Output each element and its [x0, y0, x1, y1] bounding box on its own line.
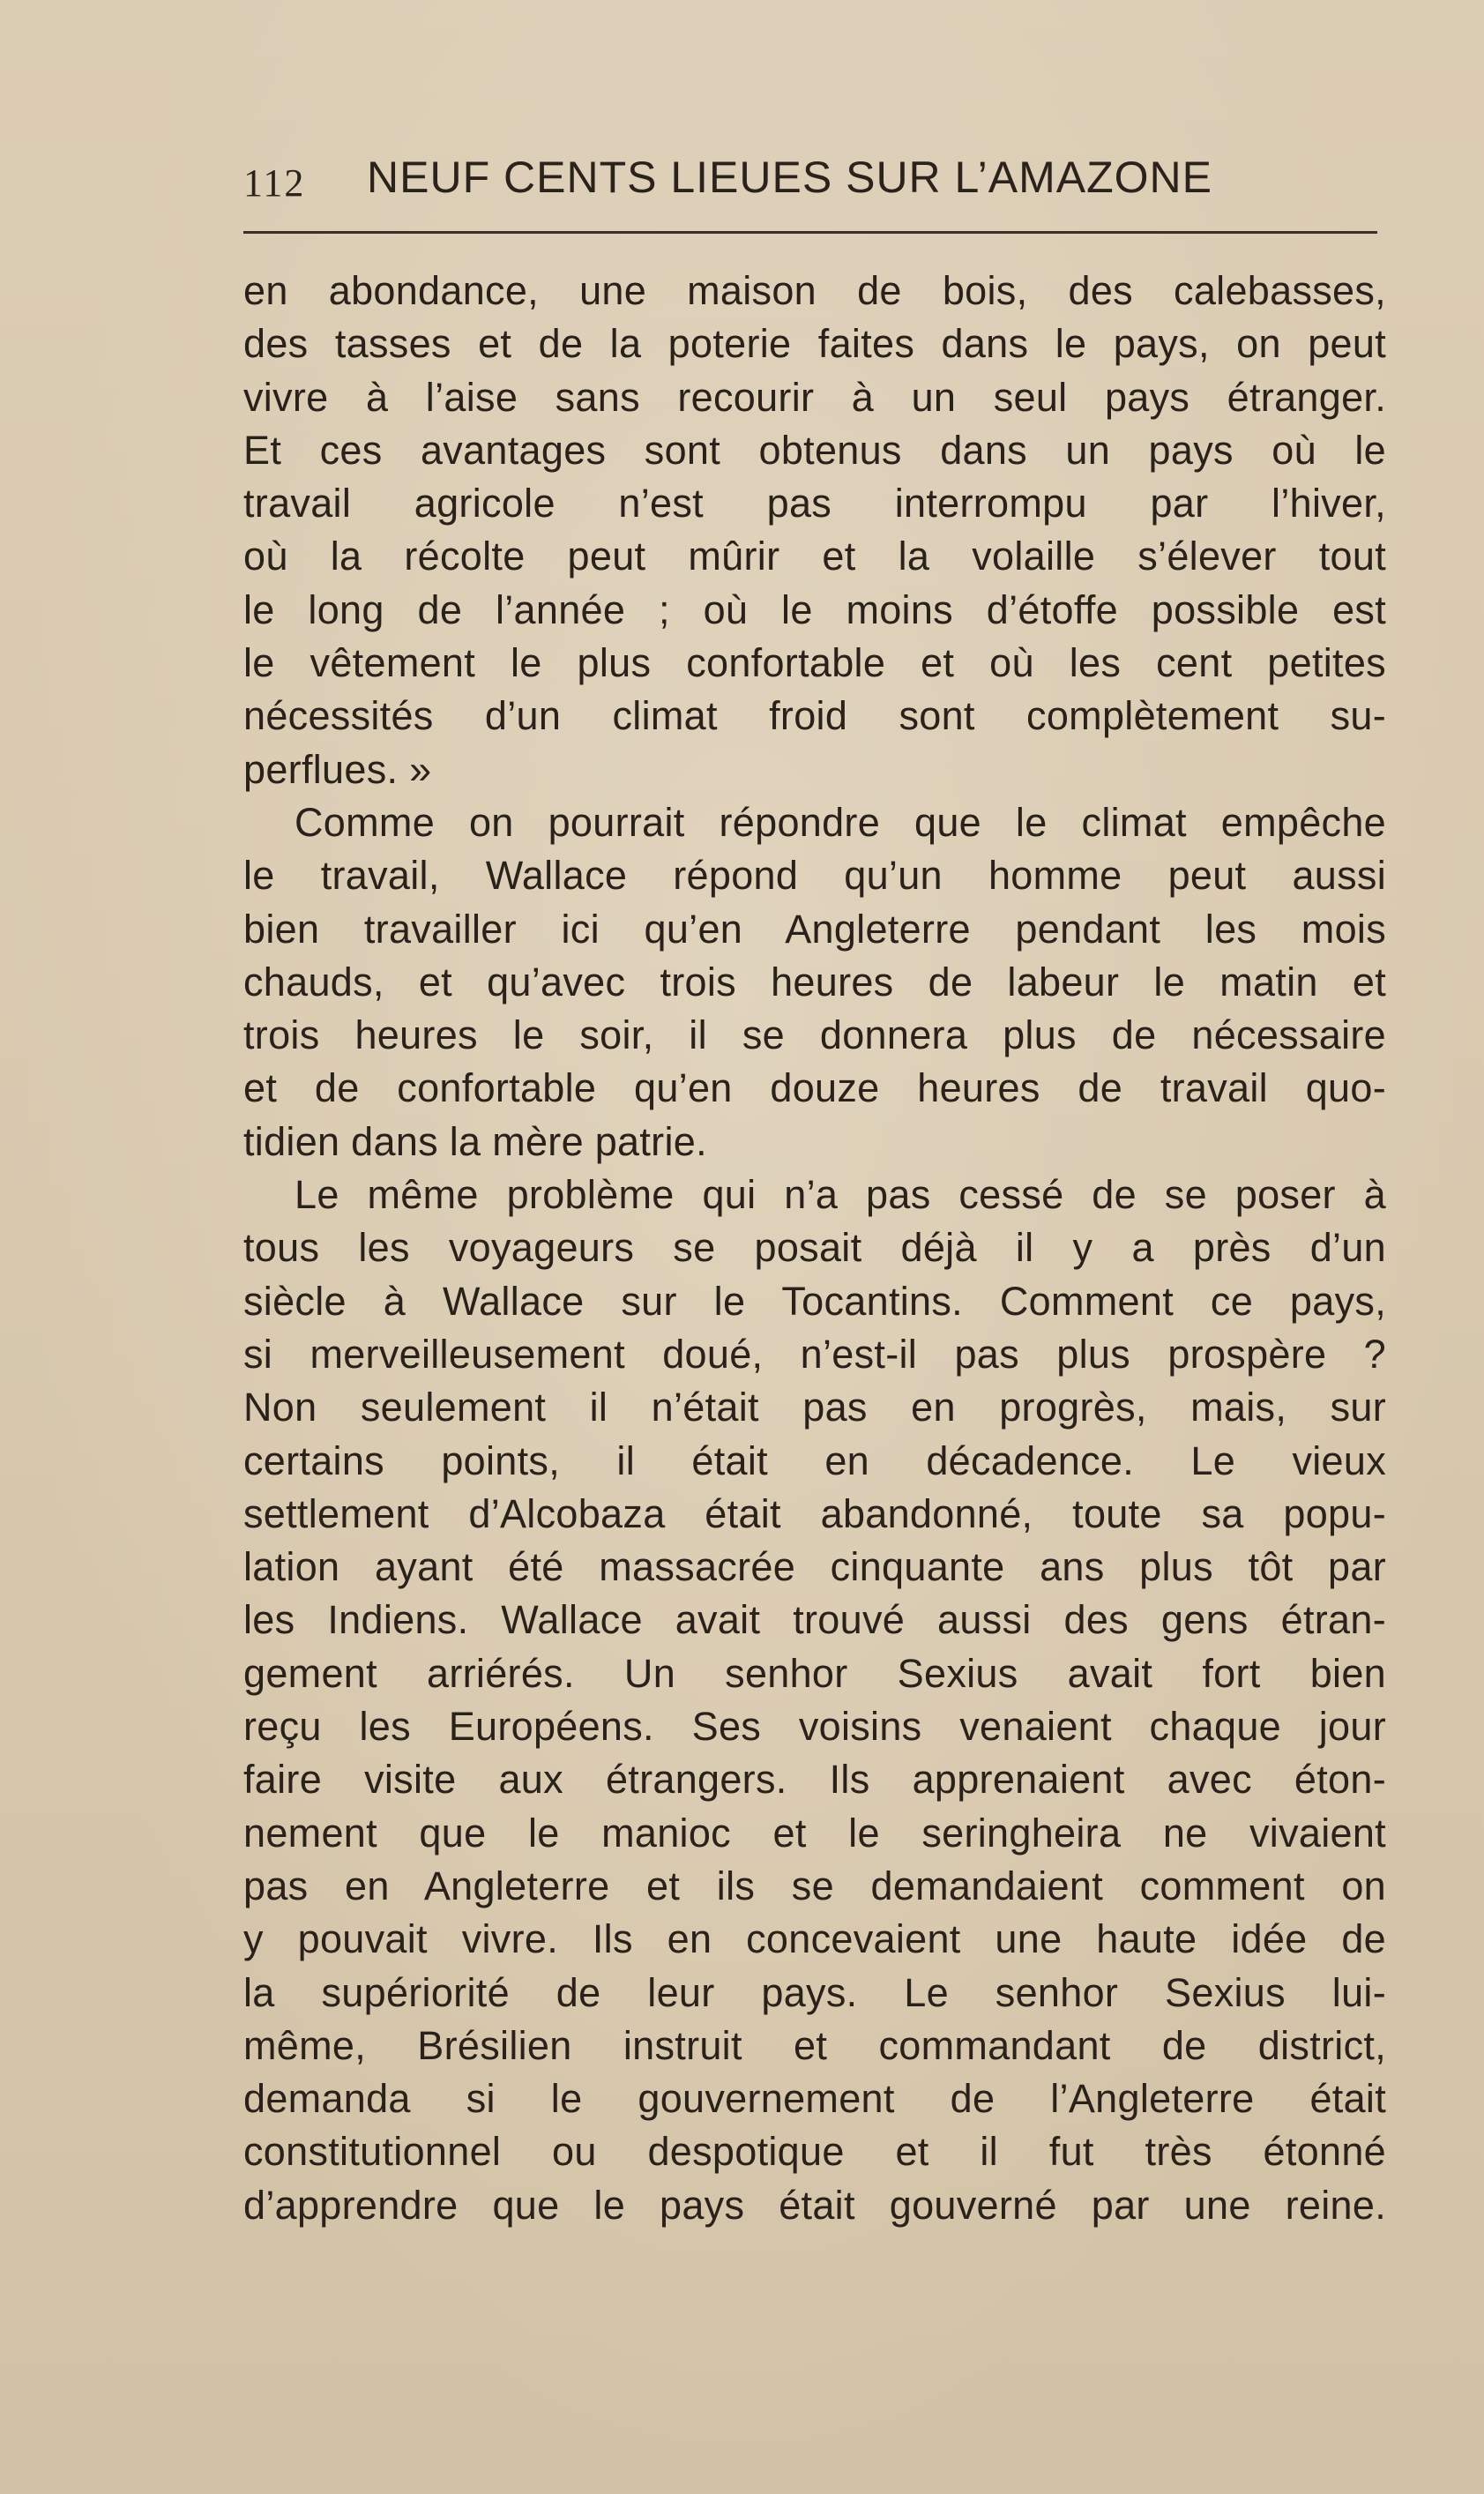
- text-line: pas en Angleterre et ils se demandaient comment on: [243, 1863, 1386, 1908]
- text-line: reçu les Européens. Ses voisins venaient chaque jour: [243, 1704, 1386, 1750]
- text-line: nement que le manioc et le seringheira ne vivaient: [243, 1810, 1386, 1856]
- text-line: si merveilleusement doué, n’est-il pas plus prospère ?: [243, 1331, 1386, 1377]
- text-line: faire visite aux étrangers. Ils apprenaient avec éton-: [243, 1757, 1386, 1803]
- text-line: Et ces avantages sont obtenus dans un pays où le: [243, 427, 1386, 473]
- text-line: trois heures le soir, il se donnera plus de nécessaire: [243, 1012, 1386, 1058]
- body-text: [243, 265, 1386, 2232]
- text-line: Comme on pourrait répondre que le climat empêche: [295, 799, 1386, 845]
- text-line: d’apprendre que le pays était gouverné par une reine.: [243, 2182, 1386, 2228]
- text-line: tidien dans la mère patrie.: [243, 1118, 707, 1164]
- text-line: travail agricole n’est pas interrompu par l’hiver,: [243, 481, 1386, 526]
- text-line: le long de l’année ; où le moins d’étoffe possible est: [243, 586, 1386, 632]
- text-line: Le même problème qui n’a pas cessé de se poser à: [295, 1172, 1386, 1218]
- text-line: Non seulement il n’était pas en progrès, mais, sur: [243, 1385, 1386, 1430]
- text-line: tous les voyageurs se posait déjà il y a près d’un: [243, 1225, 1386, 1271]
- text-line: siècle à Wallace sur le Tocantins. Comment ce pays,: [243, 1278, 1386, 1324]
- text-line: constitutionnel ou despotique et il fut très étonné: [243, 2129, 1386, 2175]
- text-line: le travail, Wallace répond qu’un homme peut aussi: [243, 853, 1386, 899]
- text-line: chauds, et qu’avec trois heures de labeur le matin et: [243, 959, 1386, 1004]
- text-line: même, Brésilien instruit et commandant de district,: [243, 2022, 1386, 2068]
- text-line: certains points, il était en décadence. Le vieux: [243, 1437, 1386, 1483]
- text-line: settlement d’Alcobaza était abandonné, toute sa popu-: [243, 1490, 1386, 1536]
- text-line: en abondance, une maison de bois, des calebasses,: [243, 268, 1386, 313]
- text-line: y pouvait vivre. Ils en concevaient une haute idée de: [243, 1916, 1386, 1962]
- text-line: lation ayant été massacrée cinquante ans plus tôt par: [243, 1544, 1386, 1590]
- text-line: vivre à l’aise sans recourir à un seul pays étranger.: [243, 374, 1386, 420]
- running-title: NEUF CENTS LIEUES SUR L’AMAZONE: [367, 153, 1212, 202]
- text-line: la supériorité de leur pays. Le senhor Sexius lui-: [243, 1969, 1386, 2015]
- text-line: gement arriérés. Un senhor Sexius avait fort bien: [243, 1650, 1386, 1696]
- text-line: demanda si le gouvernement de l’Angleterre était: [243, 2076, 1386, 2122]
- text-line: où la récolte peut mûrir et la volaille s’élever tout: [243, 534, 1386, 579]
- text-line: nécessités d’un climat froid sont complètement su-: [243, 693, 1386, 739]
- text-line: bien travailler ici qu’en Angleterre pendant les mois: [243, 906, 1386, 952]
- text-line: perflues. »: [243, 746, 432, 792]
- text-line: les Indiens. Wallace avait trouvé aussi des gens étran-: [243, 1597, 1386, 1643]
- header-rule: [243, 231, 1377, 234]
- text-line: et de confortable qu’en douze heures de travail quo-: [243, 1065, 1386, 1111]
- text-line: des tasses et de la poterie faites dans le pays, on peut: [243, 321, 1386, 367]
- page-number: 112: [243, 161, 306, 205]
- running-header: [243, 152, 1381, 213]
- text-line: le vêtement le plus confortable et où les cent petites: [243, 640, 1386, 686]
